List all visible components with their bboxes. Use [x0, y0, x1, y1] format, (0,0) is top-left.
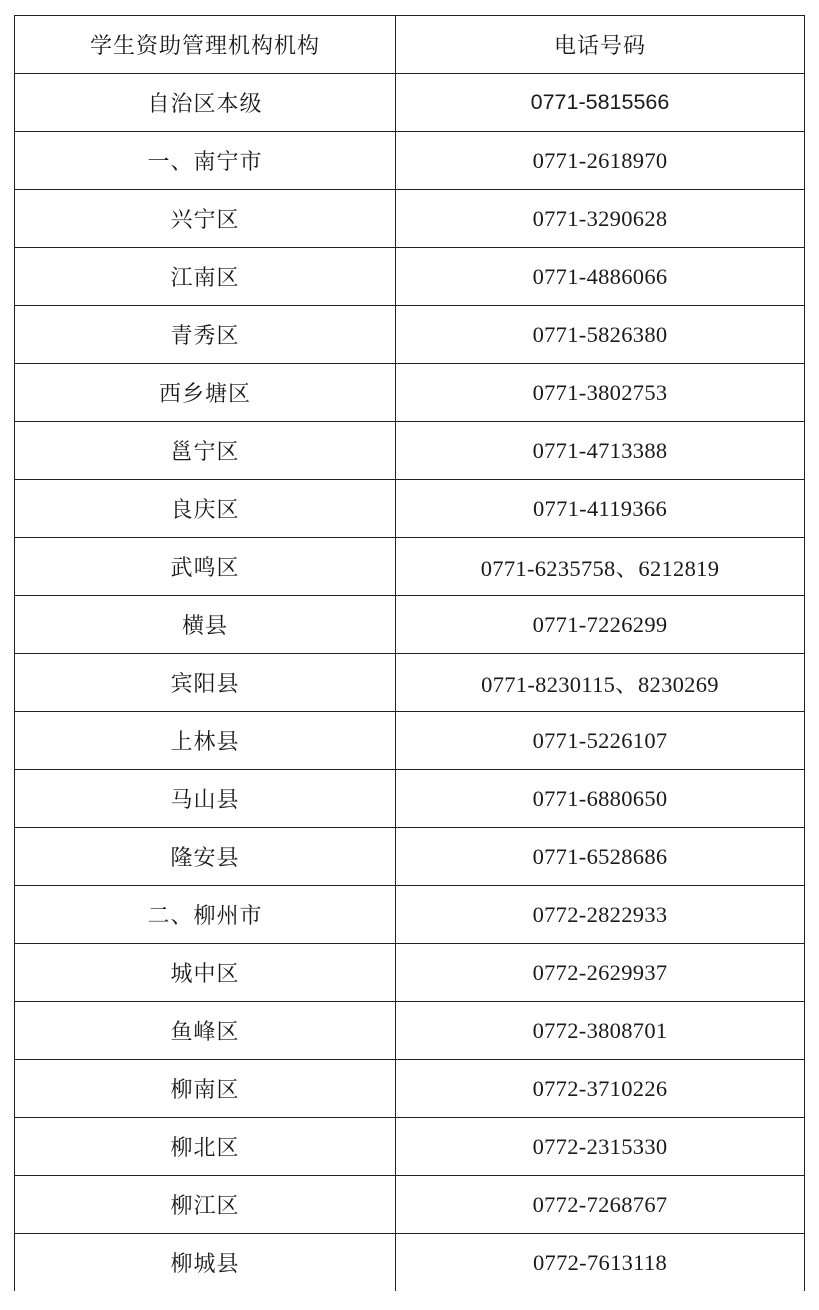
table-row: [15, 538, 805, 596]
org-cell: 柳北区: [15, 1118, 396, 1176]
table-row: [15, 596, 805, 654]
phone-cell: 0771-8230115、8230269: [396, 654, 805, 712]
phone-cell: 0772-2629937: [396, 944, 805, 1002]
phone-cell: 0771-4886066: [396, 248, 805, 306]
org-cell: 二、柳州市: [15, 886, 396, 944]
org-cell: 青秀区: [15, 306, 396, 364]
org-cell: 宾阳县: [15, 654, 396, 712]
phone-cell: 0772-3808701: [396, 1002, 805, 1060]
table-row: [15, 1002, 805, 1060]
phone-cell: 0772-7268767: [396, 1176, 805, 1234]
table-row: [15, 422, 805, 480]
phone-cell: 0772-3710226: [396, 1060, 805, 1118]
org-cell: 邕宁区: [15, 422, 396, 480]
org-cell: 上林县: [15, 712, 396, 770]
org-cell: 横县: [15, 596, 396, 654]
phone-cell: 0771-6880650: [396, 770, 805, 828]
org-cell: 自治区本级: [15, 74, 396, 132]
org-cell: 鱼峰区: [15, 1002, 396, 1060]
table-row: [15, 1176, 805, 1234]
table-row: [15, 1234, 805, 1292]
phone-cell: 0771-4119366: [396, 480, 805, 538]
header-org: 学生资助管理机构机构: [15, 16, 396, 74]
org-cell: 柳城县: [15, 1234, 396, 1292]
org-cell: 隆安县: [15, 828, 396, 886]
phone-cell: 0771-3290628: [396, 190, 805, 248]
table-row: [15, 770, 805, 828]
table-row: [15, 306, 805, 364]
org-cell: 一、南宁市: [15, 132, 396, 190]
org-cell: 柳江区: [15, 1176, 396, 1234]
table-row: [15, 132, 805, 190]
table-row: [15, 74, 805, 132]
contact-table-container: [14, 15, 804, 1291]
table-row: [15, 480, 805, 538]
phone-cell: 0771-4713388: [396, 422, 805, 480]
phone-cell: 0771-3802753: [396, 364, 805, 422]
table-row: [15, 1118, 805, 1176]
org-cell: 武鸣区: [15, 538, 396, 596]
phone-cell: 0771-2618970: [396, 132, 805, 190]
phone-cell: 0772-2315330: [396, 1118, 805, 1176]
phone-cell: 0771-5815566: [396, 74, 805, 132]
phone-cell: 0771-7226299: [396, 596, 805, 654]
org-cell: 江南区: [15, 248, 396, 306]
table-header-row: [15, 16, 805, 74]
table-row: [15, 1060, 805, 1118]
table-row: [15, 248, 805, 306]
phone-cell: 0771-6235758、6212819: [396, 538, 805, 596]
table-row: [15, 886, 805, 944]
header-phone: 电话号码: [396, 16, 805, 74]
contact-table: [14, 15, 805, 1291]
table-row: [15, 190, 805, 248]
phone-cell: 0772-7613118: [396, 1234, 805, 1292]
phone-cell: 0771-5826380: [396, 306, 805, 364]
phone-cell: 0772-2822933: [396, 886, 805, 944]
table-row: [15, 828, 805, 886]
org-cell: 兴宁区: [15, 190, 396, 248]
org-cell: 城中区: [15, 944, 396, 1002]
phone-cell: 0771-6528686: [396, 828, 805, 886]
org-cell: 柳南区: [15, 1060, 396, 1118]
table-row: [15, 364, 805, 422]
phone-cell: 0771-5226107: [396, 712, 805, 770]
table-row: [15, 712, 805, 770]
table-row: [15, 944, 805, 1002]
table-row: [15, 654, 805, 712]
org-cell: 西乡塘区: [15, 364, 396, 422]
org-cell: 良庆区: [15, 480, 396, 538]
org-cell: 马山县: [15, 770, 396, 828]
